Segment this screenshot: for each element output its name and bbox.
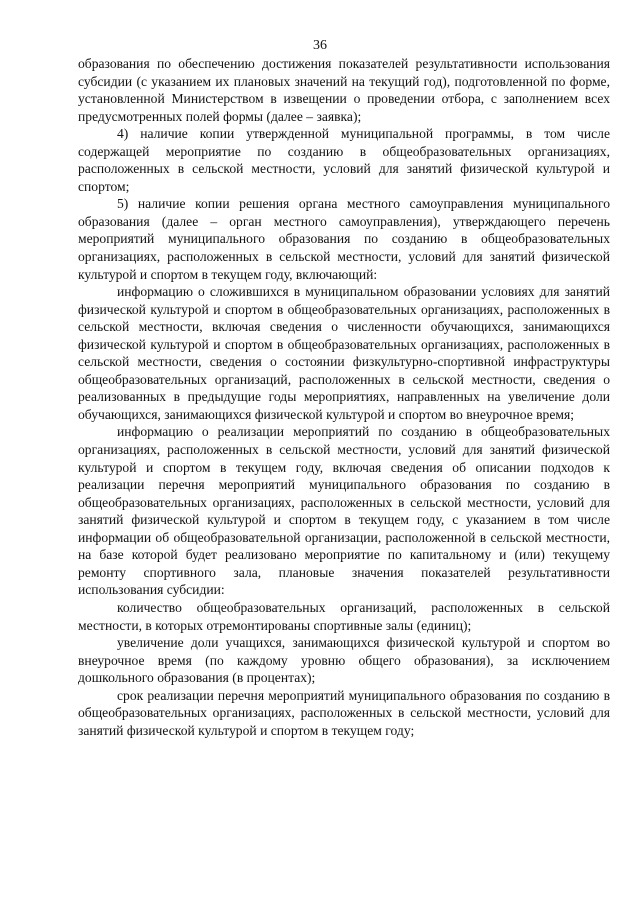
paragraph-indicator-count: количество общеобразовательных организаций, расположенных в сельской местности, в которых отремонтированы спортивные залы (единиц); <box>78 599 610 633</box>
paragraph-item-5: 5) наличие копии решения органа местного самоуправления муниципального образования (далее – орган местного самоуправления), утверждающего перечень мероприятий муниципального образования по созданию в общеобразовательных организациях, расположенных в сельской местности, условий для занятий физической культурой и спортом в текущем году, включающий: <box>78 196 610 282</box>
paragraph-continuation: образования по обеспечению достижения показателей результативности использования субсидии (с указанием их плановых значений на текущий год), подготовленной по форме, установленной Министерством в извещении о проведении отбора, с заполнением всех предусмотренных полей формы (далее – заявка); <box>78 56 610 124</box>
paragraph-item-4: 4) наличие копии утвержденной муниципальной программы, в том числе содержащей мероприятие по созданию в общеобразовательных организациях, расположенных в сельской местности, условий для занятий физической культурой и спортом; <box>78 126 610 194</box>
paragraph-conditions-info: информацию о сложившихся в муниципальном образовании условиях для занятий физической культурой и спортом в общеобразовательных организациях, расположенных в сельской местности, включая сведения о численности обучающихся, занимающихся физической культурой и спортом в общеобразовательных организациях, расположенных в сельской местности, сведения о состоянии физкультурно-спортивной инфраструктуры общеобразовательных организаций, расположенных в сельской местности, сведения о реализованных в предыдущие годы мероприятиях, направленных на увеличение доли обучающихся, занимающихся физической культурой и спортом во внеурочное время; <box>78 284 610 422</box>
paragraph-indicator-share: увеличение доли учащихся, занимающихся физической культурой и спортом во внеурочное время (по каждому уровню общего образования), за исключением дошкольного образования (в процентах); <box>78 635 610 686</box>
paragraph-implementation-info: информацию о реализации мероприятий по созданию в общеобразовательных организациях, расположенных в сельской местности, условий для занятий физической культурой и спортом в текущем году, включая сведения об описании подходов к реализации перечня мероприятий муниципального образования по созданию в общеобразовательных организациях, расположенных в сельской местности, условий для занятий физической культурой и спортом в текущем году, с указанием в том числе информации об общеобразовательной организации, расположенной в сельской местности, на базе которой будет реализовано мероприятие по капитальному и (или) текущему ремонту спортивного зала, плановые значения показателей результативности использования субсидии: <box>78 424 610 598</box>
page-number: 36 <box>313 38 327 53</box>
paragraph-deadline: срок реализации перечня мероприятий муниципального образования по созданию в общеобразовательных организациях, расположенных в сельской местности, условий для занятий физической культурой и спортом в текущем году; <box>78 687 610 738</box>
document-body <box>78 55 610 739</box>
